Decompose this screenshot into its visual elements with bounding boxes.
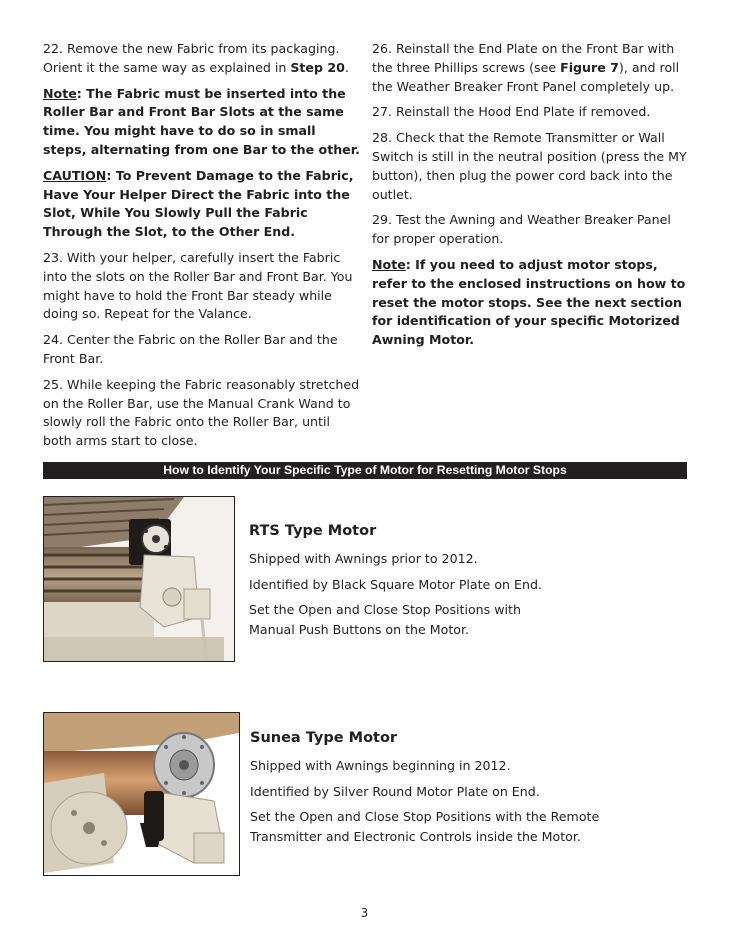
page-number: 3	[360, 906, 369, 920]
step-25: 25. While keeping the Fabric reasonably stretched on the Roller Bar, use the Manual Crank Wand to slowly roll the Fabric onto the Roller Bar, until both arms start to close.	[43, 376, 360, 449]
rts-motor-title: RTS Type Motor	[249, 523, 377, 539]
caution-fabric: CAUTION: To Prevent Damage to the Fabric, Have Your Helper Direct the Fabric into the Slot, While You Slowly Pull the Fabric Through the Slot, to the Other End.	[43, 167, 354, 240]
sunea-shipped: Shipped with Awnings beginning in 2012.	[250, 758, 511, 773]
step-28: 28. Check that the Remote Transmitter or Wall Switch is still in the neutral position (press the MY button), then plug the power cord back into the outlet.	[372, 130, 687, 202]
rts-motor-info	[249, 521, 609, 645]
sunea-identified: Identified by Silver Round Motor Plate on End.	[250, 783, 540, 799]
rts-motor-photo	[43, 496, 235, 662]
step-26: 26. Reinstall the End Plate on the Front Bar with the three Phillips screws (see Figure 7), and roll the Weather Breaker Front Panel completely up.	[372, 41, 680, 94]
sunea-motor-photo	[43, 712, 240, 876]
rts-stops: Set the Open and Close Stop Positions with Manual Push Buttons on the Motor.	[249, 602, 521, 637]
section-banner: How to Identify Your Specific Type of Motor for Resetting Motor Stops	[43, 462, 687, 479]
step-27: 27. Reinstall the Hood End Plate if removed.	[372, 104, 651, 120]
rts-shipped: Shipped with Awnings prior to 2012.	[249, 551, 478, 566]
step-23: 23. With your helper, carefully insert the Fabric into the slots on the Roller Bar and Front Bar. You might have to hold the Front Bar steady while doing so. Repeat for the Valance.	[43, 249, 353, 322]
sunea-stops: Set the Open and Close Stop Positions with the Remote Transmitter and Electronic Controls inside the Motor.	[250, 809, 600, 844]
note-fabric-insert: Note: The Fabric must be inserted into the Roller Bar and Front Bar Slots at the same time. You might have to do so in small steps, alternating from one Bar to the other.	[43, 85, 360, 157]
sunea-motor-title: Sunea Type Motor	[250, 730, 398, 746]
rts-identified: Identified by Black Square Motor Plate on End.	[249, 576, 542, 592]
right-column	[372, 40, 690, 357]
step-22: 22. Remove the new Fabric from its packaging. Orient it the same way as explained in Step 20.	[43, 41, 349, 75]
note-motor-stops: Note: If you need to adjust motor stops, refer to the enclosed instructions on how to reset the motor stops. See the next section for identification of your specific Motorized Awning Motor.	[372, 256, 686, 348]
left-column	[43, 40, 361, 458]
step-24: 24. Center the Fabric on the Roller Bar and the Front Bar.	[43, 332, 338, 366]
step-29: 29. Test the Awning and Weather Breaker Panel for proper operation.	[372, 212, 671, 247]
sunea-motor-info	[250, 728, 630, 852]
